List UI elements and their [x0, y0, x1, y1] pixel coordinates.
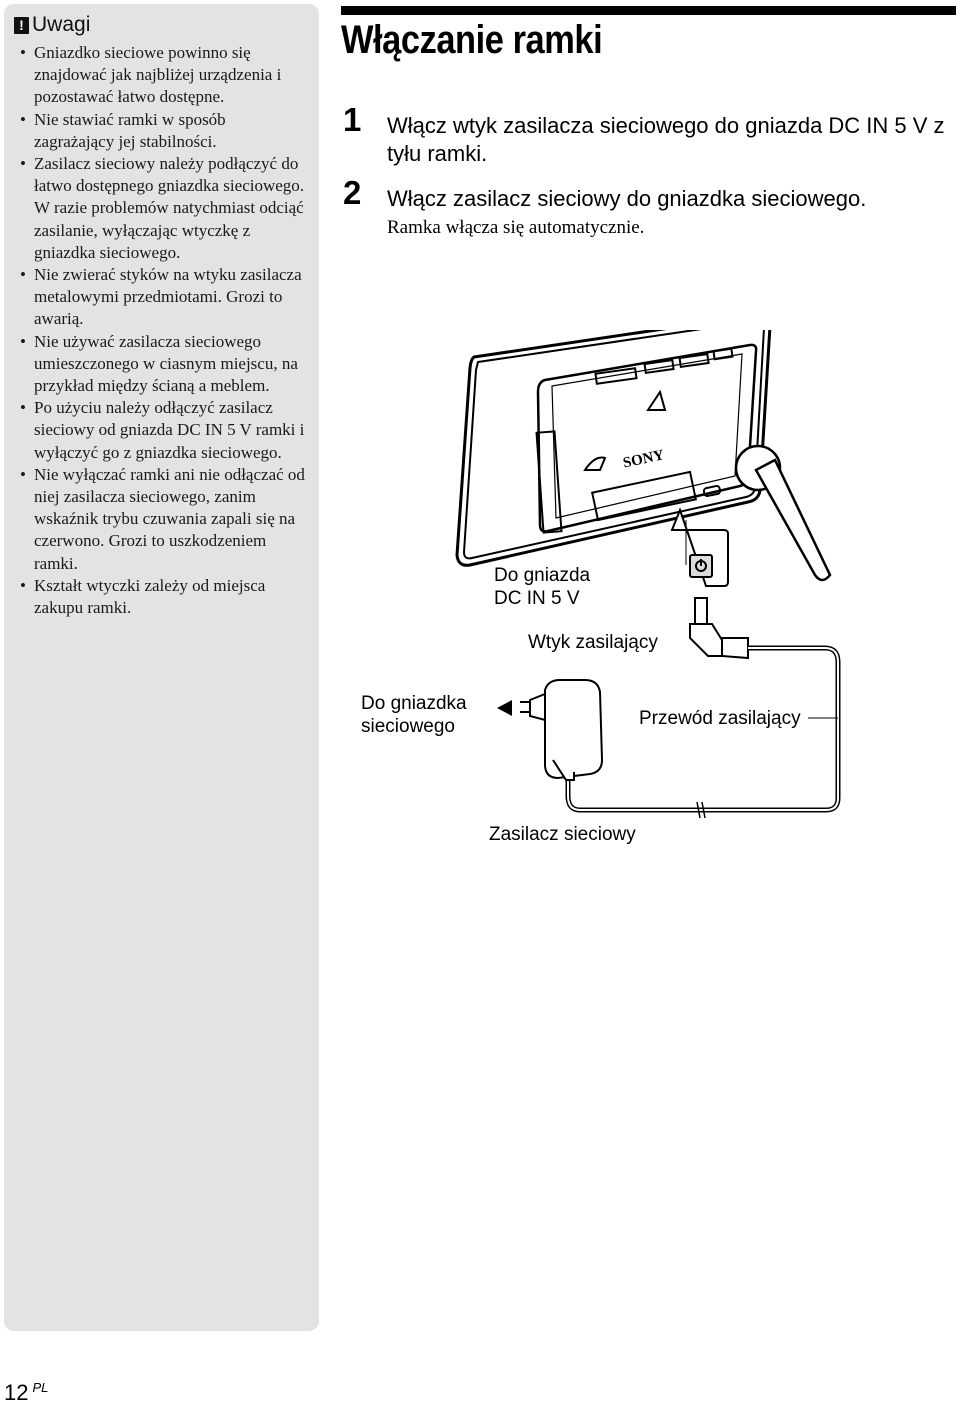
connection-illustration [340, 330, 860, 830]
title-rule [341, 6, 956, 15]
note-item: • Gniazdko sieciowe powinno się znajdować jak najbliżej urządzenia i pozostawać łatwo dostępne. [20, 42, 310, 109]
step-2-number: 2 [343, 174, 362, 211]
arrow-left-icon [497, 700, 512, 716]
outlet-label-line1: Do gniazdka [361, 693, 467, 714]
note-item: • Nie używać zasilacza sieciowego umieszczonego w ciasnym miejscu, na przykład między ścianą a meblem. [20, 331, 310, 398]
notes-heading [14, 13, 90, 37]
notes-heading-text: Uwagi [32, 13, 91, 36]
dc-plug-icon [690, 598, 748, 658]
notes-list [20, 42, 310, 619]
cord-label: Przewód zasilający [639, 708, 801, 729]
brand-logo: SONY [621, 447, 666, 472]
dc-in-label-line2: DC IN 5 V [494, 588, 580, 609]
frame-stand [736, 446, 830, 580]
page-number [4, 1380, 48, 1406]
step-1-text: Włącz wtyk zasilacza sieciowego do gniazda DC IN 5 V z tyłu ramki. [387, 113, 945, 166]
outlet-label-line2: sieciowego [361, 716, 455, 737]
dc-in-label-line1: Do gniazda [494, 565, 591, 586]
page-language: PL [32, 1380, 49, 1395]
step-1-number: 1 [343, 101, 362, 138]
plug-label: Wtyk zasilający [528, 632, 658, 653]
step-2-subtext: Ramka włącza się automatycznie. [387, 217, 645, 238]
dc-jack-icon [672, 510, 728, 586]
note-item: • Nie stawiać ramki w sposób zagrażający jej stabilności. [20, 109, 310, 153]
step-2-text: Włącz zasilacz sieciowy do gniazdka sieciowego. [387, 186, 867, 211]
note-item: • Po użyciu należy odłączyć zasilacz sieciowy od gniazda DC IN 5 V ramki i wyłączyć go z gniazdka sieciowego. [20, 397, 310, 464]
page-number-value: 12 [4, 1380, 29, 1405]
dc-in-label [494, 564, 590, 610]
note-item: • Zasilacz sieciowy należy podłączyć do łatwo dostępnego gniazdka sieciowego. W razie problemów natychmiast odciąć zasilanie, wyłączając wtyczkę z gniazdka sieciowego. [20, 153, 310, 264]
adapter-label: Zasilacz sieciowy [489, 824, 636, 845]
note-icon: ! [14, 17, 29, 34]
note-item: • Nie wyłączać ramki ani nie odłączać od niej zasilacza sieciowego, zanim wskaźnik trybu czuwania zapali się na czerwono. Grozi to uszkodzeniem ramki. [20, 464, 310, 575]
note-item: • Kształt wtyczki zależy od miejsca zakupu ramki. [20, 575, 310, 619]
note-item: • Nie zwierać styków na wtyku zasilacza metalowymi przedmiotami. Grozi to awarią. [20, 264, 310, 331]
page-title: Włączanie ramki [341, 18, 603, 62]
outlet-label [361, 692, 467, 738]
ac-adapter-icon [520, 680, 602, 780]
